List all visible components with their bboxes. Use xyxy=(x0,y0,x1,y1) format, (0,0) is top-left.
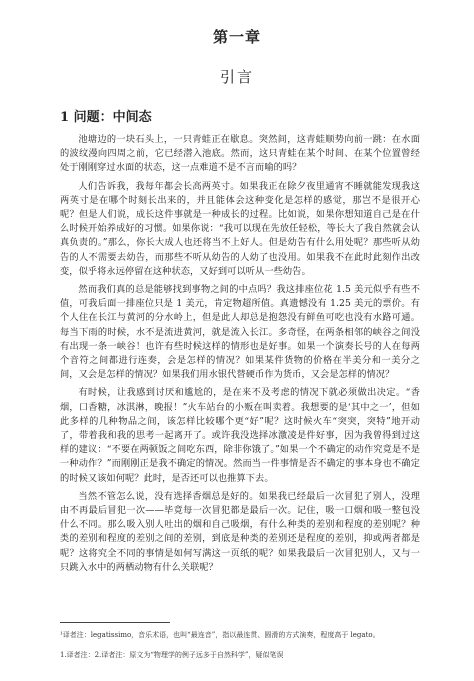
footnote-2: 1.译者注：2.译者注：原文为“物理学的例子远多于自然科学”，疑似笔误 xyxy=(60,651,284,659)
paragraph-2: 人们告诉我，我每年都会长高两英寸。如果我正在除夕夜里通宵不睡就能发现我这两英寸是在哪个时刻长出来的，并且能体会这种变化是怎样的感觉，那岂不是很开心呢？但是人们说，成长这件事就是一种成长的过程。比如说，如果你想知道自己是在什么时候开始养成好的习惯。如果你说：“我可以现在先放任轻松，等长大了我自然就会认真负责的。”那么，你长大成人也还将当不上好人。但是幼告有什么用处呢？那些听从幼告的人不需要去幼告，而那些不听从幼告的人幼了也没用。如果我不在此时此刻作出改变，似乎将永远停留在这种状态，又好到可以听从一些幼告。 xyxy=(60,180,420,277)
chapter-subtitle: 引言 xyxy=(219,68,254,86)
paragraph-3: 然而我们真的总是能够找到事物之间的中点吗？我这排座位花 1.5 美元似乎有些不值，可我后面一排座位只是 1 美元，肯定物超所值。真遗憾没有 1.25 美元的票价。有个人住在长江与黄河的分水岭上，但是此人却总是抱怨没有鲜鱼可吃也没有水路可通。每当下雨的时候，水不是流进黄河，就是流入长江。多奇怪，在两条相邻的峡谷之间没有出现一条一峡谷！也许有些时候这样的情形也是好事。如果一个演奏长号的人在每两个音符之间都进行连奏，会是怎样的情况？如果某件货物的价格在半美分和一美分之间，又会是怎样的情况？如果我们用水银代替硬币作为货币，又会是怎样的情况？ xyxy=(60,284,420,381)
paragraph-1: 池塘边的一块石头上，一只青蛙正在歇息。突然间，这青蛙顺势向前一跳：在水面的波纹漫向四周之前，它已经潜入池底。然而，这只青蛙在某个时间、在某个位置曾经处于刚刚穿过水面的状态，这一点难道不是不言而喻的吗？ xyxy=(60,134,420,174)
chapter-title: 第一章 xyxy=(212,28,261,46)
footnote-divider xyxy=(60,622,170,623)
section-heading: 1 问题：中间态 xyxy=(60,110,152,125)
paragraph-5: 当然不管怎么说，没有选择香烟总是好的。如果我已经最后一次冒犯了别人，没理由不再最后冒犯一次——毕竟每一次冒犯都是最后一次。记住，吸一口烟和吸一整包没什么不同。那么吸入别人吐出的烟和自己吸烟，有什么种类的差别和程度的差别呢？种类的差别和程度的差别之间的差别，到底是种类的差别还是程度的差别，抑或两者都是呢？这将究全不同的事情是如何写满这一页纸的呢？如果我最后一次冒犯别人，又与一只跳入水中的两栖动物有什么关联呢？ xyxy=(60,490,420,573)
paragraph-4: 有时候，让我感到讨厌和尴尬的，是在来不及考虑的情况下就必须做出决定。“香烟，口香糖，冰淇淋，晚报！”火车站台的小贩在叫卖着。我想要的是‘其中之一’，但如此多样的几种物品之间，该怎样比较哪个更“好”呢？这时候火车“突突，突特”地开动了，带着我和我的思考一起离开了。或许我没选择冰激凌是件好事，因为我曾得到过这样的建议：“不要在两顿饭之间吃东西，除非你饿了。”如果一个不确定的动作究竟是不是一种动作？”而刚刚正是我不确定的情况。然而当一件事情是否不确定的事本身也不确定的时候又该如何呢？此时，是否还可以也推算下去。 xyxy=(60,387,420,484)
body-text xyxy=(60,133,420,579)
footnote-1: ¹译者注：legatissimo，音乐术语，也叫“最连音”，指以最连贯、圆滑的方式演奏，程度高于 legato。 xyxy=(60,631,380,639)
